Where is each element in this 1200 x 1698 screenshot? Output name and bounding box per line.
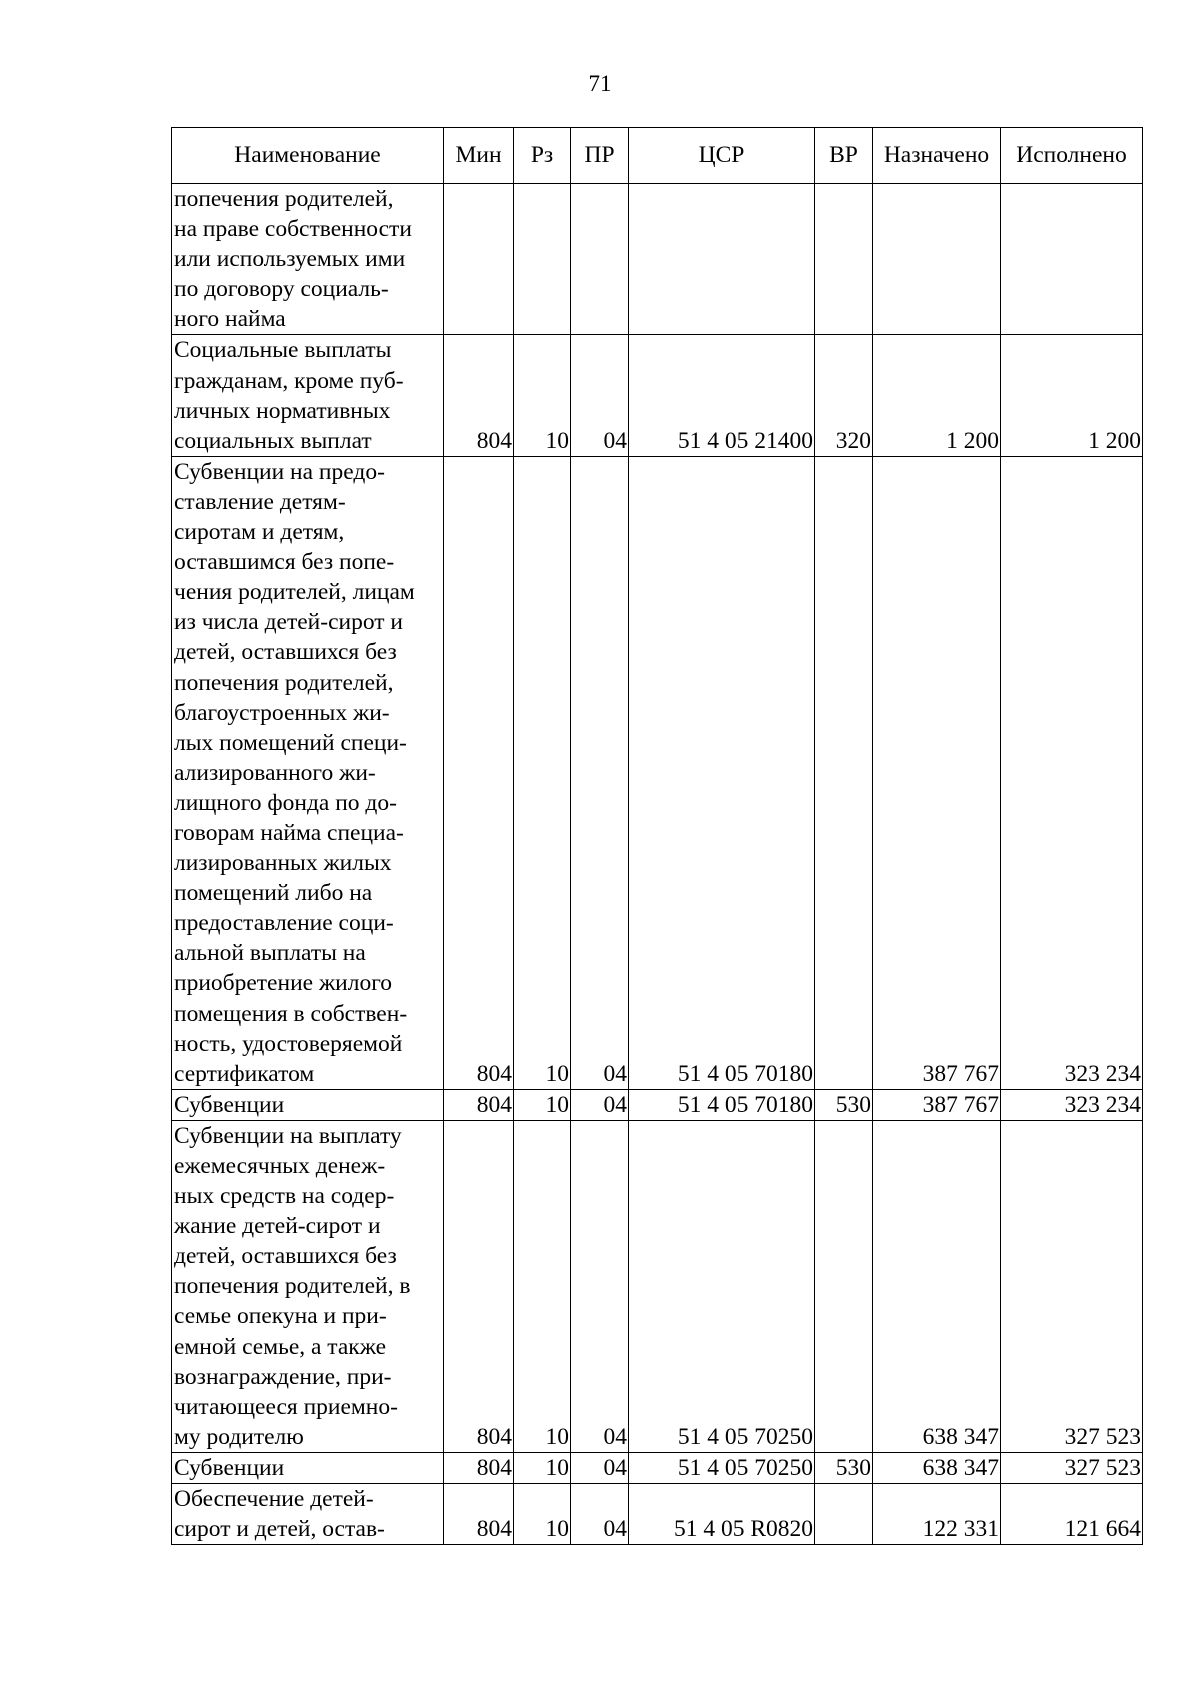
cell-min: 804 bbox=[444, 335, 514, 456]
cell-name-text: Субвенции на предо- ставление детям- сиротам и детям, оставшимся без попе- чения родителей, лицам из числа детей-сирот и детей, оставшихся без попечения родителей, благоустроенных жи- лых помещений специ- ализированного жи- лищного фонда по до- говорам найма специа- лизированных жилых помещений либо на предоставление соци- альной выплаты на приобретение жилого помещения в собствен- ность, удостоверяемой сертификатом bbox=[174, 458, 415, 1087]
cell-executed: 323 234 bbox=[1001, 456, 1143, 1089]
cell-min: 804 bbox=[444, 1120, 514, 1452]
cell-name bbox=[172, 1484, 444, 1545]
header-executed: Исполнено bbox=[1001, 128, 1143, 184]
cell-rz: 10 bbox=[514, 1484, 571, 1545]
cell-assigned: 1 200 bbox=[873, 335, 1001, 456]
cell-csr: 51 4 05 70250 bbox=[629, 1120, 815, 1452]
cell-vr bbox=[815, 1484, 873, 1545]
cell-executed: 323 234 bbox=[1001, 1089, 1143, 1120]
table-row bbox=[172, 335, 1143, 456]
cell-pr: 04 bbox=[571, 1089, 629, 1120]
cell-csr bbox=[629, 184, 815, 335]
cell-pr bbox=[571, 184, 629, 335]
cell-vr bbox=[815, 1120, 873, 1452]
cell-rz: 10 bbox=[514, 335, 571, 456]
cell-executed bbox=[1001, 184, 1143, 335]
cell-min bbox=[444, 184, 514, 335]
header-vr: ВР bbox=[815, 128, 873, 184]
cell-name-text: Обеспечение детей- сирот и детей, остав- bbox=[174, 1486, 385, 1543]
table-row bbox=[172, 1484, 1143, 1545]
cell-csr: 51 4 05 70250 bbox=[629, 1452, 815, 1483]
cell-executed: 1 200 bbox=[1001, 335, 1143, 456]
cell-name-text: Субвенции bbox=[174, 1091, 285, 1118]
header-min: Мин bbox=[444, 128, 514, 184]
page-number: 71 bbox=[588, 71, 612, 96]
cell-min: 804 bbox=[444, 1452, 514, 1483]
cell-name-text: Субвенции bbox=[174, 1454, 285, 1481]
cell-name bbox=[172, 335, 444, 456]
cell-pr: 04 bbox=[571, 1120, 629, 1452]
header-assigned: Назначено bbox=[873, 128, 1001, 184]
table-row bbox=[172, 1120, 1143, 1452]
cell-min: 804 bbox=[444, 456, 514, 1089]
table-header-row bbox=[172, 128, 1143, 184]
header-name: Наименование bbox=[172, 128, 444, 184]
header-csr: ЦСР bbox=[629, 128, 815, 184]
cell-name-text: Социальные выплаты гражданам, кроме пуб- личных нормативных социальных выплат bbox=[174, 337, 404, 454]
cell-pr: 04 bbox=[571, 335, 629, 456]
cell-csr: 51 4 05 70180 bbox=[629, 1089, 815, 1120]
cell-csr: 51 4 05 21400 bbox=[629, 335, 815, 456]
cell-min: 804 bbox=[444, 1484, 514, 1545]
budget-table bbox=[171, 127, 1143, 1545]
cell-rz: 10 bbox=[514, 1120, 571, 1452]
cell-assigned: 387 767 bbox=[873, 1089, 1001, 1120]
cell-vr: 320 bbox=[815, 335, 873, 456]
cell-assigned: 638 347 bbox=[873, 1120, 1001, 1452]
cell-assigned bbox=[873, 184, 1001, 335]
header-rz: Рз bbox=[514, 128, 571, 184]
cell-name bbox=[172, 1089, 444, 1120]
cell-csr: 51 4 05 R0820 bbox=[629, 1484, 815, 1545]
cell-name-text: Субвенции на выплату ежемесячных денеж- ных средств на содер- жание детей-сирот и детей, оставшихся без попечения родителей, в семье опекуна и при- емной семье, а также вознаграждение, при- читающееся приемно- му родителю bbox=[174, 1122, 411, 1450]
cell-vr: 530 bbox=[815, 1089, 873, 1120]
cell-csr: 51 4 05 70180 bbox=[629, 456, 815, 1089]
table-row bbox=[172, 184, 1143, 335]
cell-vr bbox=[815, 184, 873, 335]
cell-rz bbox=[514, 184, 571, 335]
table-row bbox=[172, 456, 1143, 1089]
header-pr: ПР bbox=[571, 128, 629, 184]
cell-rz: 10 bbox=[514, 1089, 571, 1120]
cell-pr: 04 bbox=[571, 456, 629, 1089]
cell-assigned: 638 347 bbox=[873, 1452, 1001, 1483]
cell-executed: 327 523 bbox=[1001, 1120, 1143, 1452]
cell-name bbox=[172, 456, 444, 1089]
cell-name bbox=[172, 184, 444, 335]
cell-min: 804 bbox=[444, 1089, 514, 1120]
cell-pr: 04 bbox=[571, 1452, 629, 1483]
cell-name-text: попечения родителей, на праве собственности или используемых ими по договору социаль- ного найма bbox=[174, 186, 412, 333]
cell-assigned: 122 331 bbox=[873, 1484, 1001, 1545]
cell-assigned: 387 767 bbox=[873, 456, 1001, 1089]
cell-name bbox=[172, 1452, 444, 1483]
cell-vr: 530 bbox=[815, 1452, 873, 1483]
cell-pr: 04 bbox=[571, 1484, 629, 1545]
cell-name bbox=[172, 1120, 444, 1452]
cell-executed: 327 523 bbox=[1001, 1452, 1143, 1483]
cell-rz: 10 bbox=[514, 1452, 571, 1483]
table-row bbox=[172, 1089, 1143, 1120]
cell-executed: 121 664 bbox=[1001, 1484, 1143, 1545]
table-row bbox=[172, 1452, 1143, 1483]
cell-rz: 10 bbox=[514, 456, 571, 1089]
cell-vr bbox=[815, 456, 873, 1089]
